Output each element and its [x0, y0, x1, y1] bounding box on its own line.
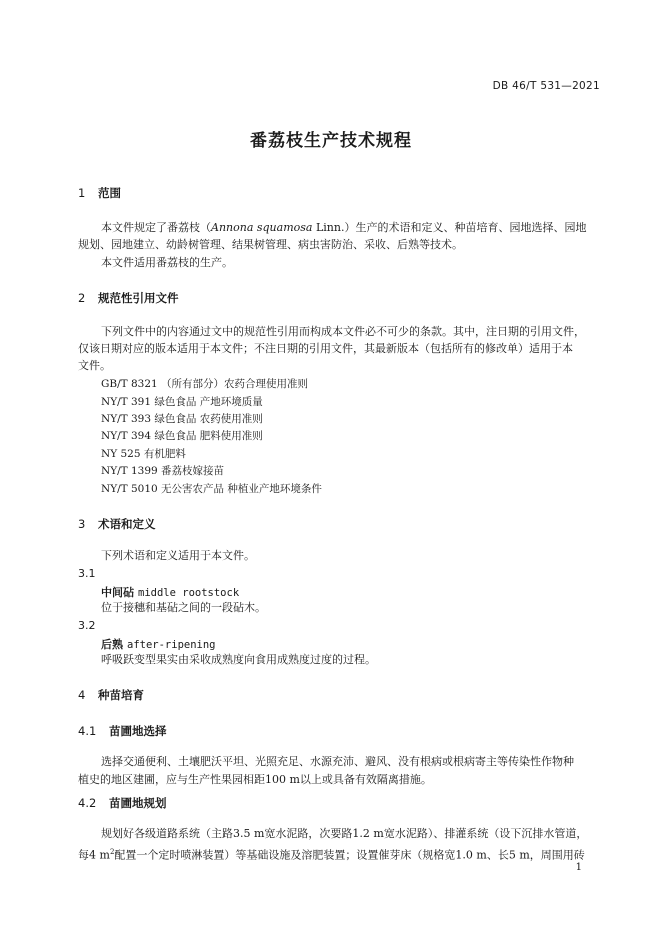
section-4-1-paragraph-line-2: 植史的地区建圃，应与生产性果园相距100 m以上或具备有效隔离措施。	[78, 773, 432, 786]
reference-item: NY/T 394 绿色食品 肥料使用准则	[101, 430, 263, 442]
document-number: DB 46/T 531—2021	[492, 80, 600, 92]
term-definition: 位于接穗和基砧之间的一段砧木。	[101, 601, 266, 614]
section-4-2-paragraph-line-1: 规划好各级道路系统（主路3.5 m宽水泥路，次要路1.2 m宽水泥路）、排灌系统（设下沉排水管道，	[101, 827, 588, 840]
term-number: 3.2	[78, 619, 96, 632]
section-3-intro: 下列术语和定义适用于本文件。	[101, 549, 255, 562]
term-title: 后熟 after-ripening	[101, 638, 216, 651]
section-4-1-heading: 4.1 苗圃地选择	[78, 724, 167, 738]
reference-item: GB/T 8321 （所有部分）农药合理使用准则	[101, 378, 309, 390]
section-2-paragraph-line-1: 下列文件中的内容通过文中的规范性引用而构成本文件必不可少的条款。其中，注日期的引用文件，	[101, 325, 585, 338]
term-title: 中间砧 middle rootstock	[101, 586, 240, 599]
section-1-heading: 1 范围	[78, 186, 121, 200]
section-1-paragraph-2: 本文件适用番荔枝的生产。	[101, 256, 233, 269]
section-2-paragraph-line-3: 文件。	[78, 359, 111, 372]
section-4-2-heading: 4.2 苗圃地规划	[78, 796, 167, 810]
page-number: 1	[575, 862, 582, 873]
section-1-paragraph-line-2: 规划、园地建立、幼龄树管理、结果树管理、病虫害防治、采收、后熟等技术。	[78, 238, 463, 251]
reference-item: NY/T 5010 无公害农产品 种植业产地环境条件	[101, 483, 322, 495]
reference-item: NY 525 有机肥料	[101, 448, 186, 460]
section-4-2-paragraph-line-2: 每4 $m^2$配置一个定时喷淋装置）等基础设施及溶肥装置；设置催芽床（规格宽1.0 m、长5 m，周围用砖	[78, 848, 585, 862]
section-2-heading: 2 规范性引用文件	[78, 291, 179, 305]
section-4-1-paragraph-line-1: 选择交通便利、土壤肥沃平坦、光照充足、水源充沛、避风、没有根病或根病寄主等传染性作物种	[101, 755, 574, 768]
section-3-heading: 3 术语和定义	[78, 517, 156, 531]
reference-item: NY/T 1399 番荔枝嫁接苗	[101, 465, 225, 477]
section-4-heading: 4 种苗培育	[78, 688, 144, 702]
reference-item: NY/T 391 绿色食品 产地环境质量	[101, 396, 263, 408]
section-2-paragraph-line-2: 仅该日期对应的版本适用于本文件；不注日期的引用文件，其最新版本（包括所有的修改单）适用于本	[78, 342, 573, 355]
term-number: 3.1	[78, 567, 96, 580]
section-1-paragraph-line-1: 本文件规定了番荔枝（Annona squamosa Linn.）生产的术语和定义、种苗培育、园地选择、园地	[101, 221, 587, 234]
term-definition: 呼吸跃变型果实由采收成熟度向食用成熟度过度的过程。	[101, 653, 376, 666]
reference-item: NY/T 393 绿色食品 农药使用准则	[101, 413, 263, 425]
page-title: 番荔枝生产技术规程	[250, 131, 412, 151]
